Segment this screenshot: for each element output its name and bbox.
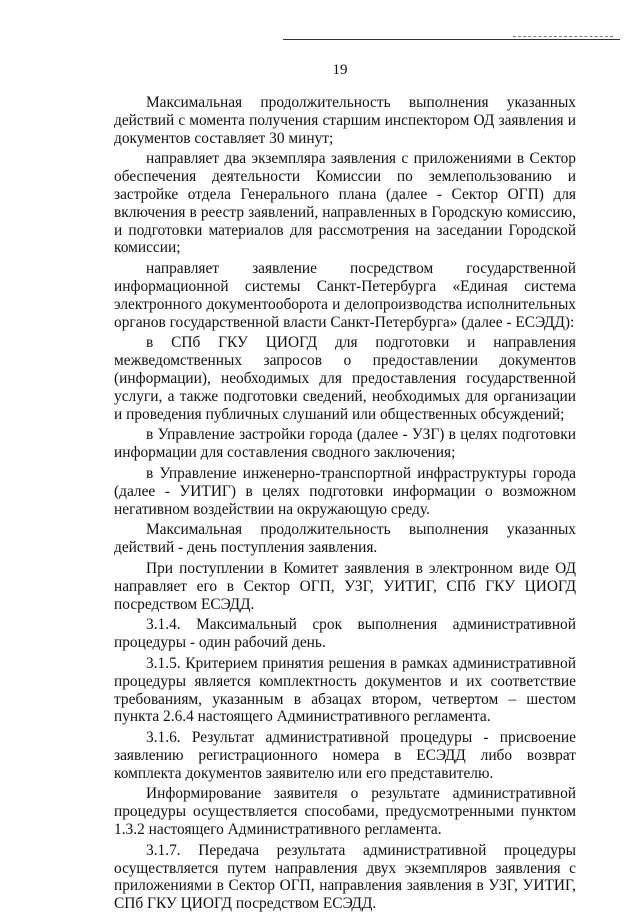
paragraph-max-duration-day: Максимальная продолжительность выполнения указанных действий - день поступления заявления. [114, 521, 576, 557]
scan-header-rule [283, 39, 620, 40]
paragraph-max-duration-30-min: Максимальная продолжительность выполнения указанных действий с момента получения старшим инспектором ОД заявления и документов составляет 30 минут; [114, 94, 576, 147]
paragraph-electronic-application: При поступлении в Комитет заявления в электронном виде ОД направляет его в Сектор ОГП, УЗГ, УИТИГ, СПб ГКУ ЦИОГД посредством ЕСЭДД. [114, 559, 576, 613]
paragraph-3-1-6: 3.1.6. Результат административной процедуры - присвоение заявлению регистрационного номера в ЕСЭДД либо возврат комплекта документов заявителю или его представителю. [114, 729, 576, 782]
paragraph-esedd: направляет заявление посредством государственной информационной системы Санкт-Петербурга «Единая система электронного документооборота и делопроизводства исполнительных органов государственной власти Санкт-Петербурга» (далее - ЕСЭДД): [114, 260, 576, 331]
paragraph-uzg: в Управление застройки города (далее - УЗГ) в целях подготовки информации для составления сводного заключения; [114, 426, 576, 462]
paragraph-3-1-4: 3.1.4. Максимальный срок выполнения административной процедуры - один рабочий день. [114, 616, 576, 652]
document-body [114, 94, 576, 916]
paragraph-3-1-5: 3.1.5. Критерием принятия решения в рамках административной процедуры является комплектность документов и их соответствие требованиям, указанным в абзацах втором, четвертом – шестом пункта 2.6.4 настоящего Административного регламента. [114, 654, 576, 726]
paragraph-uitig: в Управление инженерно-транспортной инфраструктуры города (далее - УИТИГ) в целях подготовки информации о возможном негативном воздействии на окружающую среду. [114, 464, 576, 518]
paragraph-informing-applicant: Информирование заявителя о результате административной процедуры осуществляется способами, предусмотренными пунктом 1.3.2 настоящего Административного регламента. [114, 785, 576, 839]
paragraph-sector-ogp: направляет два экземпляра заявления с приложениями в Сектор обеспечения деятельности Комиссии по землепользованию и застройке отдела Генерального плана (далее - Сектор ОГП) для включения в реестр заявлений, направленных в Городскую комиссию, и подготовки материалов для рассмотрения на заседании Городской комиссии; [114, 150, 576, 257]
page-number: 19 [332, 62, 348, 78]
paragraph-3-1-7: 3.1.7. Передача результата административной процедуры осуществляется путем направления двух экземпляров заявления с приложениями в Сектор ОГП, направления заявления в УЗГ, УИТИГ, СПб ГКУ ЦИОГД посредством ЕСЭДД. [114, 841, 576, 913]
paragraph-spb-gku-ciogd: в СПб ГКУ ЦИОГД для подготовки и направления межведомственных запросов о предоставлении документов (информации), необходимых для предоставления государственной услуги, а также подготовки сведений, необходимых для организации и проведения публичных слушаний или общественных обсуждений; [114, 334, 576, 423]
